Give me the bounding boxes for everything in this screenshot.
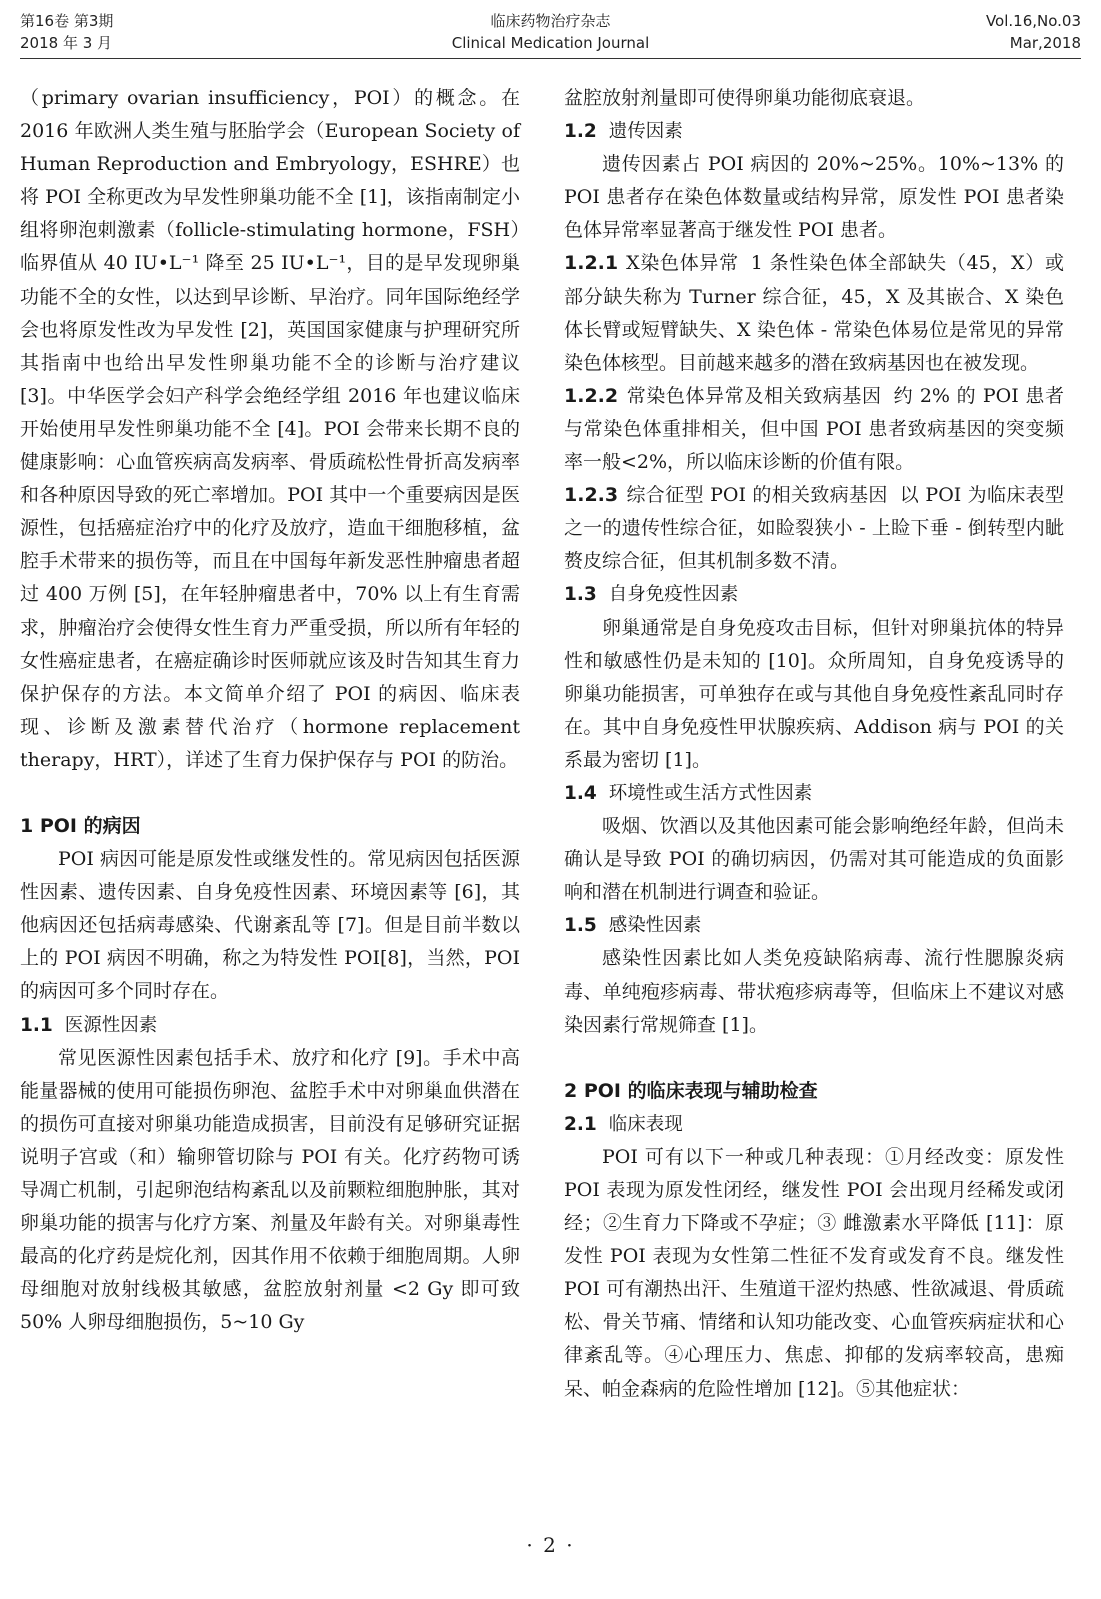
section-2-1-title: 临床表现 [608, 1113, 683, 1135]
section-1-3-paragraph: 卵巢通常是自身免疫攻击目标，但针对卵巢抗体的特异性和敏感性仍是未知的 [10]。众所周知，自身免疫诱导的卵巢功能损害，可单独存在或与其他自身免疫性紊乱同时存在。其中自身免疫性甲状腺疾病、Addison 病与 POI 的关系最为密切 [1]。 [564, 616, 1064, 771]
section-1-1-title: 医源性因素 [64, 1014, 158, 1036]
section-1-2-heading [564, 115, 1064, 148]
section-1-2-title: 遗传因素 [608, 121, 683, 143]
section-1-5-heading [564, 909, 1064, 942]
section-1-2-paragraph: 遗传因素占 POI 病因的 20%~25%。10%~13% 的 POI 患者存在染色体数量或结构异常，原发性 POI 患者染色体异常率显著高于继发性 POI 患者。 [564, 153, 1064, 242]
section-1-5-title: 感染性因素 [608, 915, 702, 937]
section-1-2-1-text: 1 条性染色体全部缺失（45，X）或部分缺失称为 Turner 综合征，45，X 及其嵌合、X 染色体长臂或短臂缺失、X 染色体 - 常染色体易位是常见的异常染色体核型。目前越来越多的潜在致病基因也在被发现。 [564, 252, 1064, 374]
page-number: · 2 · [526, 1533, 575, 1557]
section-1-1-number: 1.1 [20, 1014, 53, 1036]
journal-header [20, 8, 1081, 59]
section-1-paragraph: POI 病因可能是原发性或继发性的。常见病因包括医源性因素、遗传因素、自身免疫性因素、环境因素等 [6]，其他病因还包括病毒感染、代谢紊乱等 [7]。但是目前半数以上的 POI 病因不明确，称之为特发性 POI[8]，当然，POI 的病因可多个同时存在。 [20, 848, 520, 1003]
section-2-1-heading [564, 1108, 1064, 1141]
header-volume-issue: 第16卷 第3期 [20, 12, 114, 30]
header-volume-en [986, 10, 1081, 54]
section-1-5-paragraph: 感染性因素比如人类免疫缺陷病毒、流行性腮腺炎病毒、单纯疱疹病毒、带状疱疹病毒等，但临床上不建议对感染因素行常规筛查 [1]。 [564, 947, 1064, 1036]
header-journal-name [20, 10, 1081, 54]
section-2-1-paragraph: POI 可有以下一种或几种表现：①月经改变：原发性 POI 表现为原发性闭经，继发性 POI 会出现月经稀发或闭经；②生育力下降或不孕症；③ 雌激素水平降低 [11]：原发性 POI 表现为女性第二性征不发育或发育不良。继发性 POI 可有潮热出汗、生殖道干涩灼热感、性欲减退、骨质疏松、骨关节痛、情绪和认知功能改变、心血管疾病症状和心律紊乱等。④心理压力、焦虑、抑郁的发病率较高，患痴呆、帕金森病的危险性增加 [12]。⑤其他症状： [564, 1145, 1064, 1400]
section-1-2-2-text: 约 2% 的 POI 患者与常染色体重排相关，但中国 POI 患者致病基因的突变频率一般<2%，所以临床诊断的价值有限。 [564, 384, 1064, 474]
left-column [20, 82, 520, 1339]
section-1-2-1-number: 1.2.1 [564, 252, 619, 275]
header-journal-name-cn: 临床药物治疗杂志 [490, 12, 611, 30]
section-2-1-number: 2.1 [564, 1113, 597, 1135]
section-gap [20, 777, 520, 810]
section-1-2-2-paragraph [564, 380, 1064, 479]
section-1-2-2-title: 常染色体异常及相关致病基因 [626, 384, 882, 407]
section-1-1-paragraph: 常见医源性因素包括手术、放疗和化疗 [9]。手术中高能量器械的使用可能损伤卵泡、盆腔手术中对卵巢血供潜在的损伤可直接对卵巢功能造成损害，目前没有足够研究证据说明子宫或（和）输卵管切除与 POI 有关。化疗药物可诱导凋亡机制，引起卵泡结构紊乱以及前颗粒细胞肿胀，其对卵巢功能的损害与化疗方案、剂量及年龄有关。对卵巢毒性最高的化疗药是烷化剂，因其作用不依赖于细胞周期。人卵母细胞对放射线极其敏感，盆腔放射剂量 <2 Gy 即可致 50% 人卵母细胞损伤，5~10 Gy [20, 1046, 520, 1334]
section-1-heading: 1 POI 的病因 [20, 814, 141, 837]
section-1-2-3-number: 1.2.3 [564, 484, 619, 507]
section-1-4-title: 环境性或生活方式性因素 [608, 782, 813, 804]
section-1-4-heading [564, 777, 1064, 810]
section-1-2-number: 1.2 [564, 121, 597, 143]
section-1-5-number: 1.5 [564, 915, 597, 937]
intro-paragraph: （primary ovarian insufficiency，POI）的概念。在 2016 年欧洲人类生殖与胚胎学会（European Society of Human Reproduction and Embryology，ESHRE）也将 POI 全称更改为早发性卵巢功能不全 [1]，该指南制定小组将卵泡刺激素（follicle-stimulating hormone，FSH）临界值从 40 IU•L⁻¹ 降至 25 IU•L⁻¹，目的是早发现卵巢功能不全的女性，以达到早诊断、早治疗。同年国际绝经学会也将原发性改为早发性 [2]，英国国家健康与护理研究所其指南中也给出早发性卵巢功能不全的诊断与治疗建议 [3]。中华医学会妇产科学会绝经学组 2016 年也建议临床开始使用早发性卵巢功能不全 [4]。POI 会带来长期不良的健康影响：心血管疾病高发病率、骨质疏松性骨折高发病率和各种原因导致的死亡率增加。POI 其中一个重要病因是医源性，包括癌症治疗中的化疗及放疗，造血干细胞移植，盆腔手术带来的损伤等，而且在中国每年新发恶性肿瘤患者超过 400 万例 [5]，在年轻肿瘤患者中，70% 以上有生育需求，肿瘤治疗会使得女性生育力严重受损，所以所有年轻的女性癌症患者，在癌症确诊时医师就应该及时告知其生育力保护保存的方法。本文简单介绍了 POI 的病因、临床表现、诊断及激素替代治疗（hormone replacement therapy，HRT），详述了生育力保护保存与 POI 的防治。 [20, 87, 520, 771]
section-1-3-heading [564, 578, 1064, 611]
section-1-1-heading [20, 1009, 520, 1042]
section-1-4-paragraph: 吸烟、饮酒以及其他因素可能会影响绝经年龄，但尚未确认是导致 POI 的确切病因，仍需对其可能造成的负面影响和潜在机制进行调查和验证。 [564, 815, 1064, 904]
section-1-4-number: 1.4 [564, 782, 597, 804]
section-1-2-3-paragraph [564, 479, 1064, 578]
header-journal-name-en: Clinical Medication Journal [451, 34, 650, 52]
section-1-2-3-text: 以 POI 为临床表型之一的遗传性综合征，如睑裂狭小 - 上睑下垂 - 倒转型内眦赘皮综合征，但其机制多数不清。 [564, 484, 1064, 573]
section-2-heading: 2 POI 的临床表现与辅助检查 [564, 1079, 818, 1102]
section-1-2-1-paragraph [564, 247, 1064, 379]
header-vol-no: Vol.16,No.03 [985, 12, 1081, 30]
continued-paragraph: 盆腔放射剂量即可使得卵巢功能彻底衰退。 [564, 87, 926, 109]
section-1-3-number: 1.3 [564, 584, 597, 606]
header-date-en: Mar,2018 [1009, 34, 1081, 52]
right-column [564, 82, 1064, 1406]
section-1-2-1-title: X染色体异常 [626, 252, 739, 275]
section-gap [564, 1042, 1064, 1075]
section-1-3-title: 自身免疫性因素 [608, 584, 739, 606]
section-1-2-2-number: 1.2.2 [564, 384, 619, 407]
section-1-2-3-title: 综合征型 POI 的相关致病基因 [626, 484, 888, 507]
header-date-cn: 2018 年 3 月 [20, 34, 113, 52]
